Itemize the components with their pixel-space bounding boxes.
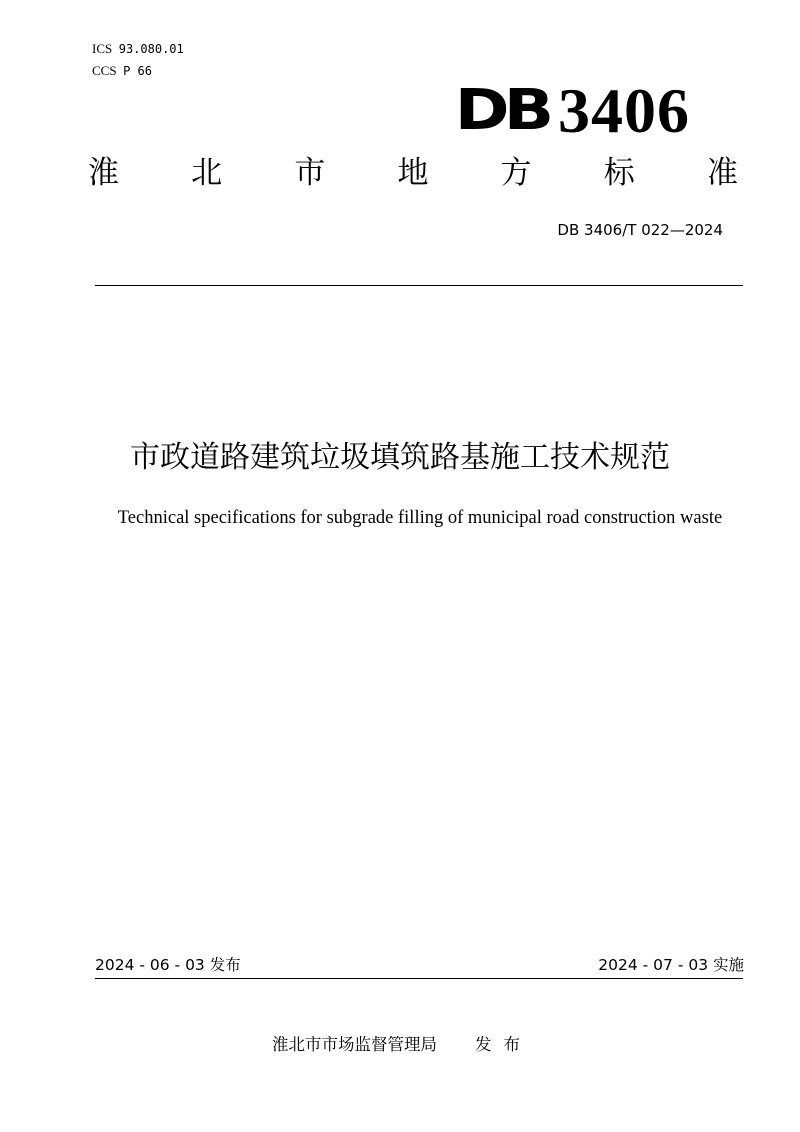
ccs-code: P 66 bbox=[123, 64, 152, 78]
issue-date: 2024 - 06 - 03 发布 bbox=[95, 956, 241, 974]
standard-type-char: 标 bbox=[603, 155, 635, 191]
ics-code: 93.080.01 bbox=[118, 42, 184, 56]
issuer-name: 淮北市市场监督管理局 bbox=[272, 1035, 437, 1054]
standard-type-char: 市 bbox=[294, 155, 326, 191]
ccs-row bbox=[92, 60, 184, 82]
standard-number: DB 3406/T 022—2024 bbox=[557, 221, 723, 239]
document-title-chinese: 市政道路建筑垃圾填筑路基施工技术规范 bbox=[130, 440, 670, 475]
standard-mark bbox=[454, 62, 690, 146]
document-title-english: Technical specifications for subgrade filling of municipal road construction waste bbox=[117, 508, 723, 528]
bottom-divider bbox=[95, 978, 743, 979]
ics-label: ICS bbox=[92, 41, 113, 56]
top-divider bbox=[95, 285, 743, 286]
standard-type-char: 准 bbox=[706, 155, 738, 191]
classification-codes bbox=[92, 38, 184, 82]
ccs-label: CCS bbox=[92, 63, 117, 78]
standard-type-char: 方 bbox=[500, 155, 532, 191]
issuer-line bbox=[272, 1033, 532, 1057]
standard-mark-prefix: DB bbox=[454, 78, 548, 143]
standard-type-char: 北 bbox=[191, 155, 223, 191]
standard-type-char: 地 bbox=[397, 155, 429, 191]
standard-mark-number: 3406 bbox=[558, 75, 690, 146]
standard-type-heading bbox=[88, 152, 738, 194]
implementation-date: 2024 - 07 - 03 实施 bbox=[598, 956, 744, 974]
standard-type-char: 淮 bbox=[88, 155, 119, 191]
ics-row bbox=[92, 38, 184, 60]
issuer-action: 发布 bbox=[475, 1035, 532, 1054]
